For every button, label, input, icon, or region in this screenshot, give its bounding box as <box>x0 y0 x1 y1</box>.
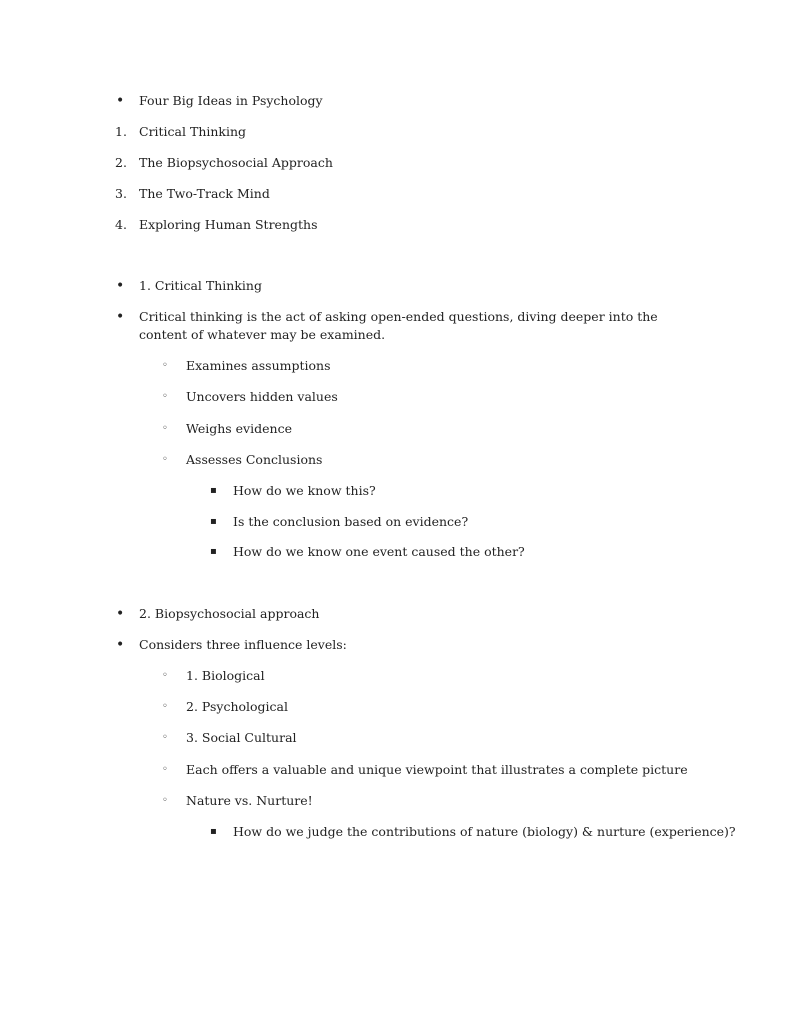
sub-bullet-marker: ◦ <box>162 795 168 806</box>
sub-bullet-marker: ◦ <box>162 423 168 434</box>
sub-sub-item: How do we know this? <box>233 483 376 498</box>
sub-bullet-marker: ◦ <box>162 454 168 465</box>
sub-item: Examines assumptions <box>186 358 331 373</box>
sub-bullet-marker: ◦ <box>162 391 168 402</box>
number-marker: 3. <box>115 186 127 201</box>
sub-sub-item: How do we judge the contributions of nature (biology) & nurture (experience)? <box>233 824 736 839</box>
critical-thinking-definition: Critical thinking is the act of asking open-ended questions, diving deeper into the content of whatever may be examined. <box>139 309 658 342</box>
sub-bullet-marker: ◦ <box>162 360 168 371</box>
sub-item: Assesses Conclusions <box>186 452 323 467</box>
sub-item: Uncovers hidden values <box>186 389 338 404</box>
sub-bullet-marker: ◦ <box>162 701 168 712</box>
section-heading-critical-thinking: 1. Critical Thinking <box>139 278 262 293</box>
sub-item: Weighs evidence <box>186 421 292 436</box>
outline-item-3: The Two-Track Mind <box>139 186 270 201</box>
sub-sub-bullet-marker: ▪ <box>210 485 217 496</box>
sub-bullet-marker: ◦ <box>162 732 168 743</box>
outline-item-4: Exploring Human Strengths <box>139 217 318 232</box>
outline-item-1: Critical Thinking <box>139 124 247 139</box>
sub-sub-bullet-marker: ▪ <box>210 546 217 557</box>
number-marker: 2. <box>115 155 127 170</box>
outline-title: Four Big Ideas in Psychology <box>139 93 323 108</box>
sub-bullet-marker: ◦ <box>162 670 168 681</box>
section-heading-biopsychosocial: 2. Biopsychosocial approach <box>139 606 320 621</box>
sub-sub-bullet-marker: ▪ <box>210 516 217 527</box>
bullet-marker: • <box>116 606 125 622</box>
sub-item: Nature vs. Nurture! <box>186 793 313 808</box>
bullet-marker: • <box>116 637 125 653</box>
sub-item: 1. Biological <box>186 668 265 683</box>
sub-sub-item: How do we know one event caused the other? <box>233 544 525 559</box>
sub-sub-bullet-marker: ▪ <box>210 826 217 837</box>
outline-item-2: The Biopsychosocial Approach <box>139 155 333 170</box>
influence-levels-intro: Considers three influence levels: <box>139 637 347 652</box>
bullet-marker: • <box>116 93 125 109</box>
sub-sub-item: Is the conclusion based on evidence? <box>233 514 469 529</box>
sub-item: Each offers a valuable and unique viewpoint that illustrates a complete picture <box>186 762 688 777</box>
sub-bullet-marker: ◦ <box>162 764 168 775</box>
bullet-marker: • <box>116 278 125 294</box>
number-marker: 1. <box>115 124 127 139</box>
sub-item: 2. Psychological <box>186 699 289 714</box>
bullet-marker: • <box>116 309 125 325</box>
sub-item: 3. Social Cultural <box>186 730 297 745</box>
number-marker: 4. <box>115 217 127 232</box>
